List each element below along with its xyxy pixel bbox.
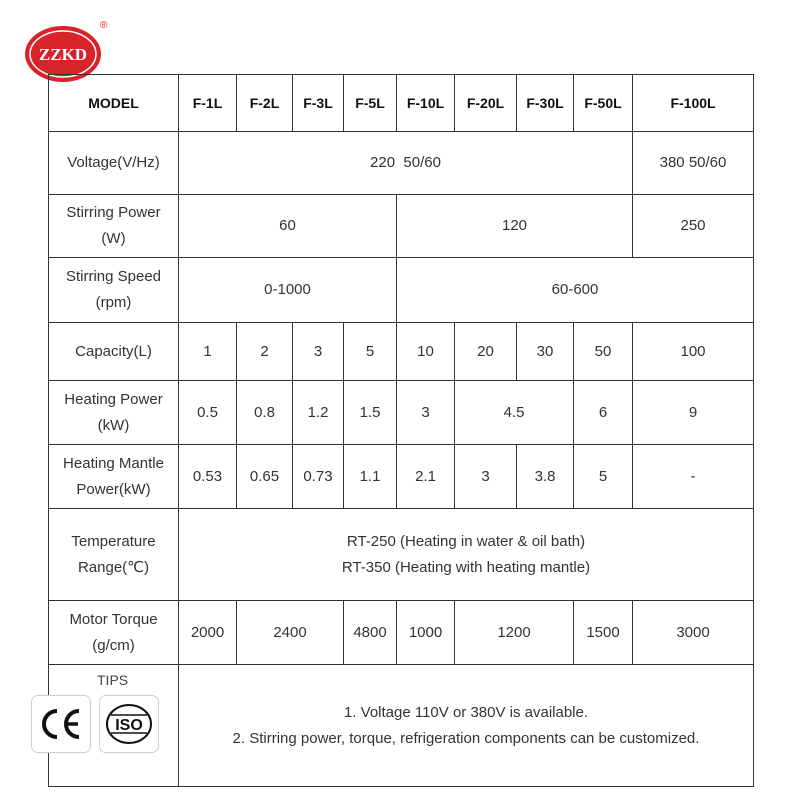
temperature-row	[49, 509, 754, 601]
table-cell: 4.5	[455, 381, 574, 445]
tips-label-cell	[49, 665, 179, 787]
table-cell: 0.8	[237, 381, 293, 445]
table-cell: 2	[237, 323, 293, 381]
temperature-line-1: RT-250 (Heating in water & oil bath)	[346, 532, 586, 550]
row-label: Stirring Speed (rpm)	[49, 258, 179, 323]
table-cell: 380 50/60	[633, 132, 754, 195]
mantle-power-row	[49, 445, 754, 509]
model-f-3l: F-3L	[293, 75, 344, 132]
row-label: Voltage(V/Hz)	[49, 132, 179, 195]
brand-name: ZZKD	[38, 45, 88, 64]
table-cell: 5	[344, 323, 397, 381]
table-cell: 60	[179, 195, 397, 258]
table-cell: 60-600	[397, 258, 754, 323]
model-f-20l: F-20L	[455, 75, 517, 132]
table-cell: 4800	[344, 601, 397, 665]
temperature-cell	[179, 509, 754, 601]
table-cell: 0.73	[293, 445, 344, 509]
table-cell: 3	[293, 323, 344, 381]
table-cell: 1.5	[344, 381, 397, 445]
table-cell: 2000	[179, 601, 237, 665]
table-cell: 0.5	[179, 381, 237, 445]
table-cell: 0.53	[179, 445, 237, 509]
table-cell: 3000	[633, 601, 754, 665]
table-cell: 100	[633, 323, 754, 381]
table-cell: 20	[455, 323, 517, 381]
table-cell: 5	[574, 445, 633, 509]
table-cell: 1	[179, 323, 237, 381]
stirring-power-row	[49, 195, 754, 258]
model-f-30l: F-30L	[517, 75, 574, 132]
table-cell: 220 50/60	[179, 132, 633, 195]
table-cell: 9	[633, 381, 754, 445]
table-cell: 6	[574, 381, 633, 445]
tips-label: TIPS	[97, 672, 129, 688]
row-label: Capacity(L)	[49, 323, 179, 381]
tips-row	[49, 665, 754, 787]
tips-line-1: 1. Voltage 110V or 380V is available.	[343, 703, 589, 721]
table-cell: 2400	[237, 601, 344, 665]
table-cell: 0-1000	[179, 258, 397, 323]
ce-badge	[31, 695, 91, 753]
table-cell: 3	[455, 445, 517, 509]
model-f-1l: F-1L	[179, 75, 237, 132]
table-cell: -	[633, 445, 754, 509]
table-cell: 10	[397, 323, 455, 381]
spec-table	[48, 74, 754, 787]
iso-badge	[99, 695, 159, 753]
stirring-speed-row	[49, 258, 754, 323]
table-cell: 3	[397, 381, 455, 445]
model-header: MODEL	[49, 75, 179, 132]
motor-torque-row	[49, 601, 754, 665]
table-cell: 50	[574, 323, 633, 381]
tips-cell	[179, 665, 754, 787]
voltage-row	[49, 132, 754, 195]
table-cell: 1200	[455, 601, 574, 665]
capacity-row	[49, 323, 754, 381]
model-f-50l: F-50L	[574, 75, 633, 132]
model-f-100l: F-100L	[633, 75, 754, 132]
heating-power-row	[49, 381, 754, 445]
registered-mark: ®	[100, 20, 108, 31]
ce-mark-icon	[38, 707, 84, 741]
row-label: Temperature Range(℃)	[49, 509, 179, 601]
table-cell: 120	[397, 195, 633, 258]
table-cell: 1000	[397, 601, 455, 665]
row-label: Heating Power (kW)	[49, 381, 179, 445]
table-cell: 3.8	[517, 445, 574, 509]
model-f-5l: F-5L	[344, 75, 397, 132]
table-cell: 1.2	[293, 381, 344, 445]
table-cell: 30	[517, 323, 574, 381]
table-cell: 2.1	[397, 445, 455, 509]
model-f-10l: F-10L	[397, 75, 455, 132]
header-row	[49, 75, 754, 132]
model-f-2l: F-2L	[237, 75, 293, 132]
row-label: Heating Mantle Power(kW)	[49, 445, 179, 509]
iso-text: ISO	[115, 717, 143, 734]
tips-line-2: 2. Stirring power, torque, refrigeration components can be customized.	[232, 729, 700, 747]
row-label: Stirring Power (W)	[49, 195, 179, 258]
iso-mark-icon	[102, 702, 156, 746]
table-cell: 0.65	[237, 445, 293, 509]
temperature-line-2: RT-350 (Heating with heating mantle)	[341, 558, 591, 576]
table-cell: 250	[633, 195, 754, 258]
table-cell: 1500	[574, 601, 633, 665]
row-label: Motor Torque (g/cm)	[49, 601, 179, 665]
table-cell: 1.1	[344, 445, 397, 509]
